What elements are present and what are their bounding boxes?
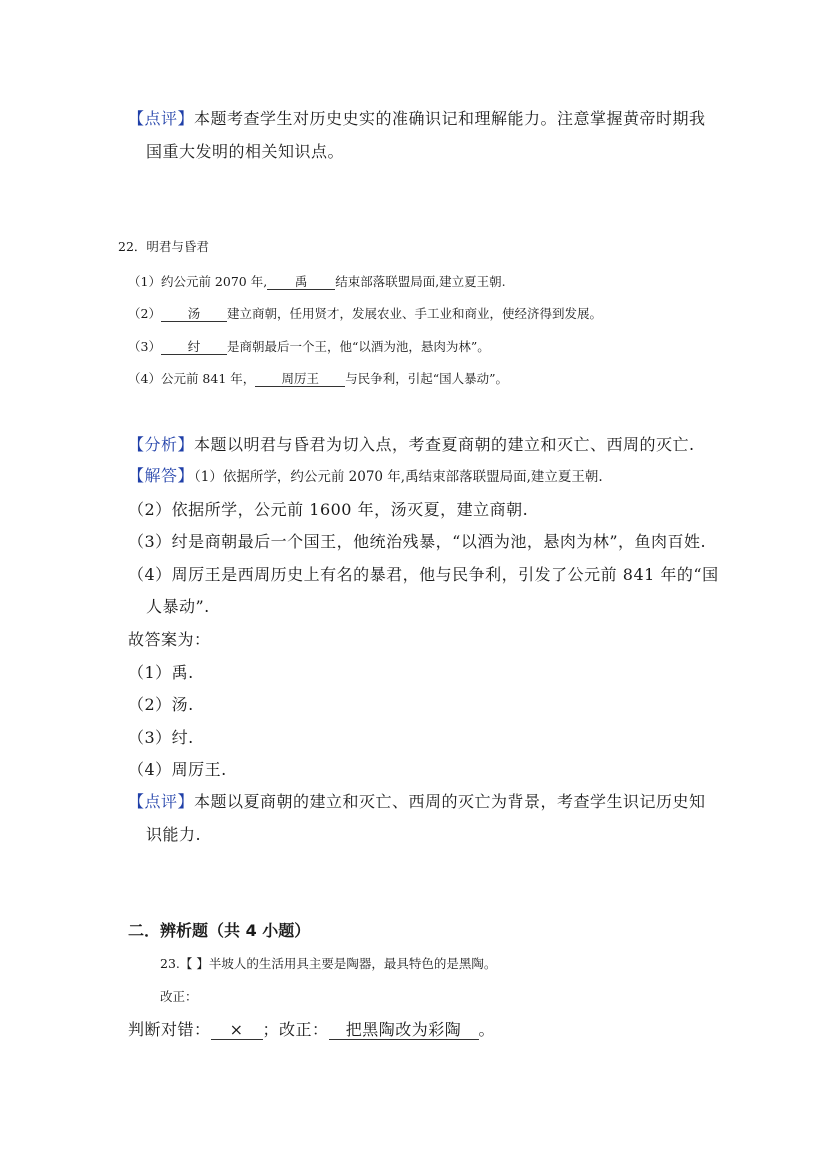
answer-text: （1）依据所学，约公元前 2070 年,禹结束部落联盟局面,建立夏王朝. [194,469,603,485]
answer-blank: 纣 [161,340,227,355]
comment-text: 本题考查学生对历史史实的准确识记和理解能力。注意掌握黄帝时期我 [194,109,706,128]
comment-text: 本题以夏商朝的建立和灭亡、西周的灭亡为背景，考查学生识记历史知 [194,792,706,811]
final-answer-label: 故答案为： [128,630,211,649]
item-prefix: （4）公元前 841 年， [128,371,256,386]
final-answer-2: （2）汤. [128,695,194,714]
item-prefix: （2） [128,306,161,321]
question-22-item-3 [128,337,490,355]
correction-label: 改正： [160,989,198,1004]
question-22-title: 22．明君与昏君 [118,239,209,254]
question-22-item-4 [128,369,508,387]
answer-tag: 【解答】 [128,466,195,485]
final-answer-4: （4）周厉王. [128,760,227,779]
answer-blank: 周厉王 [255,372,345,387]
comment-1-line2: 国重大发明的相关知识点。 [146,142,345,161]
item-suffix: 建立商朝，任用贤才，发展农业、手工业和商业，使经济得到发展。 [226,306,602,321]
comment-2-line1 [128,789,706,812]
item-suffix: 结束部落联盟局面,建立夏王朝. [335,274,506,289]
answer-line-4-cont: 人暴动”. [146,597,210,616]
correction-answer: 把黑陶改为彩陶 [329,1021,479,1040]
item-suffix: 与民争利，引起“国人暴动”。 [345,371,509,386]
final-answer-3: （3）纣. [128,728,194,747]
item-suffix: 是商朝最后一个王，他“以酒为池，悬肉为林”。 [226,339,490,354]
judge-label: 判断对错： [128,1020,211,1039]
correction-sep: ；改正： [262,1020,329,1039]
end-mark: 。 [478,1020,496,1039]
analysis-line [128,432,695,455]
comment-tag: 【点评】 [128,109,195,128]
answer-blank: 汤 [161,307,227,322]
judgement-line [128,1017,495,1040]
judge-answer: × [211,1021,263,1040]
answer-line-2: （2）依据所学，公元前 1600 年，汤灭夏，建立商朝. [128,500,529,519]
question-22-item-2 [128,304,602,322]
comment-tag: 【点评】 [128,792,195,811]
question-22-item-1 [128,272,506,290]
answer-first-line [128,463,603,486]
final-answer-1: （1）禹. [128,663,194,682]
item-prefix: （3） [128,339,161,354]
comment-1-line1 [128,106,706,129]
analysis-tag: 【分析】 [128,435,195,454]
answer-line-4: （4）周厉王是西周历史上有名的暴君，他与民争利，引发了公元前 841 年的“国 [128,565,719,584]
question-23-title: 23.【 】半坡人的生活用具主要是陶器，最具特色的是黑陶。 [160,956,497,971]
item-prefix: （1）约公元前 2070 年, [128,274,268,289]
answer-line-3: （3）纣是商朝最后一个国王，他统治残暴，“以酒为池，悬肉为林”，鱼肉百姓. [128,532,707,551]
analysis-text: 本题以明君与昏君为切入点，考查夏商朝的建立和灭亡、西周的灭亡. [194,435,695,454]
comment-2-line2: 识能力. [146,825,202,844]
answer-blank: 禹 [267,275,335,290]
section-heading: 二．辨析题（共 4 小题） [128,921,311,940]
